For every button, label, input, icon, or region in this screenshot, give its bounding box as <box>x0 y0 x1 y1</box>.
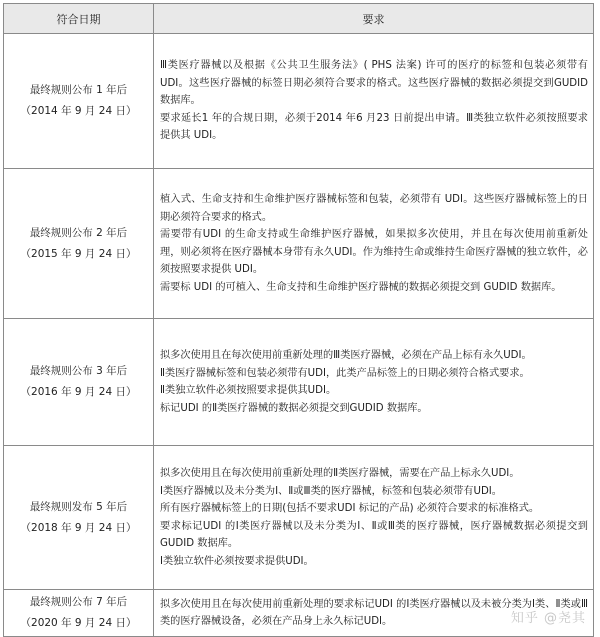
requirement-text: 拟多次使用且在每次使用前重新处理的要求标记UDI 的Ⅰ类医疗器械以及未被分类为Ⅰ类、Ⅱ类或Ⅲ 类的医疗器械设备，必须在产品身上永久标记UDI。 <box>160 596 588 631</box>
requirement-text: Ⅱ类医疗器械标签和包装必须带有UDI，此类产品标签上的日期必须符合格式要求。 <box>160 365 588 383</box>
table-row <box>4 319 594 446</box>
date-value: （2020 年 9 月 24 日） <box>5 613 152 634</box>
table-row <box>4 590 594 637</box>
udi-compliance-table <box>3 3 594 637</box>
requirement-text: Ⅲ类医疗器械以及根据《公共卫生服务法》( PHS 法案) 许可的医疗的标签和包装必须带有UDI。这些医疗器械的标签日期必须符合要求的格式。这些医疗器械的数据必须提交到GUDID 数据库。 <box>160 57 588 110</box>
date-label: 最终规则公布 1 年后 <box>5 80 152 101</box>
requirements-cell <box>154 319 594 446</box>
date-cell <box>4 319 154 446</box>
requirement-text: 植入式、生命支持和生命维护医疗器械标签和包装，必须带有 UDI。这些医疗器械标签上的日期必须符合要求的格式。 <box>160 191 588 226</box>
requirement-text: 需要带有UDI 的生命支持或生命维护医疗器械，如果拟多次使用，并且在每次使用前重新处理，则必须将在医疗器械本身带有永久UDI。作为维持生命或维持生命医疗器械的独立软件，必须按照要求提供 UDI。 <box>160 226 588 279</box>
requirement-text: 所有医疗器械标签上的日期(包括不要求UDI 标记的产品) 必须符合要求的标准格式。 <box>160 500 588 518</box>
requirements-cell <box>154 446 594 590</box>
table-row <box>4 34 594 169</box>
requirement-text: 拟多次使用且在每次使用前重新处理的Ⅲ类医疗器械，必须在产品上标有永久UDI。 <box>160 347 588 365</box>
requirement-text: Ⅰ类医疗器械以及未分类为Ⅰ、Ⅱ或Ⅲ类的医疗器械，标签和包装必须带有UDI。 <box>160 483 588 501</box>
watermark: 知乎 @尧其 <box>511 607 586 626</box>
table-header-row <box>4 4 594 34</box>
requirements-cell <box>154 34 594 169</box>
date-value: （2014 年 9 月 24 日） <box>5 101 152 122</box>
table-row <box>4 169 594 319</box>
requirement-text: Ⅱ类独立软件必须按照要求提供其UDI。 <box>160 382 588 400</box>
date-value: （2018 年 9 月 24 日） <box>5 518 152 539</box>
date-cell <box>4 169 154 319</box>
date-label: 最终规则发布 5 年后 <box>5 497 152 518</box>
date-label: 最终规则公布 2 年后 <box>5 223 152 244</box>
date-cell <box>4 34 154 169</box>
requirement-text: 标记UDI 的Ⅱ类医疗器械的数据必须提交到GUDID 数据库。 <box>160 400 588 418</box>
table-row <box>4 446 594 590</box>
requirement-text: 要求标记UDI 的Ⅰ类医疗器械以及未分类为Ⅰ、Ⅱ或Ⅲ类的医疗器械，医疗器械数据必须提交到 GUDID 数据库。 <box>160 518 588 553</box>
date-label: 最终规则公布 3 年后 <box>5 361 152 382</box>
requirement-text: Ⅰ类独立软件必须按要求提供UDI。 <box>160 553 588 571</box>
date-cell <box>4 446 154 590</box>
date-value: （2015 年 9 月 24 日） <box>5 244 152 265</box>
date-value: （2016 年 9 月 24 日） <box>5 382 152 403</box>
date-label: 最终规则公布 7 年后 <box>5 592 152 613</box>
header-requirements: 要求 <box>154 4 594 34</box>
date-cell <box>4 590 154 637</box>
header-compliance-date: 符合日期 <box>4 4 154 34</box>
requirement-text: 要求延长1 年的合规日期，必须于2014 年6 月23 日前提出申请。Ⅲ类独立软件必须按照要求提供其 UDI。 <box>160 110 588 145</box>
requirements-cell <box>154 169 594 319</box>
requirement-text: 需要标 UDI 的可植入、生命支持和生命维护医疗器械的数据必须提交到 GUDID 数据库。 <box>160 279 588 297</box>
requirement-text: 拟多次使用且在每次使用前重新处理的Ⅱ类医疗器械，需要在产品上标永久UDI。 <box>160 465 588 483</box>
